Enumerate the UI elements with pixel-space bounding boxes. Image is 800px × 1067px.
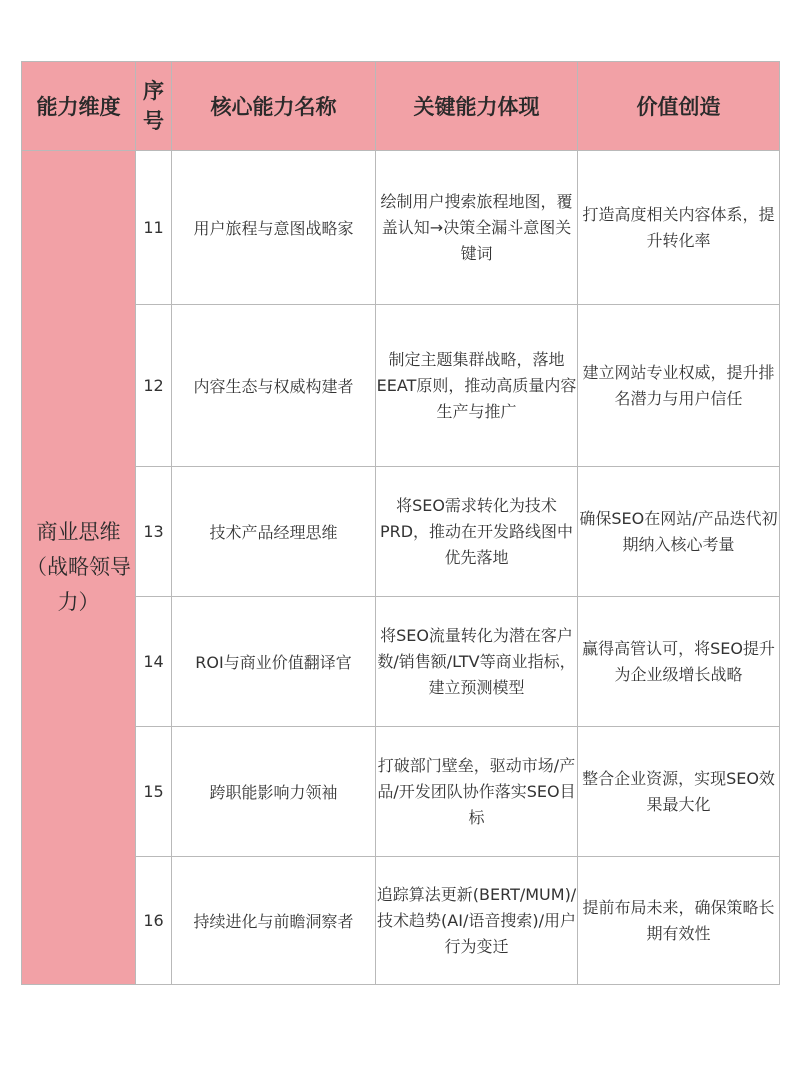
header-seq	[136, 62, 172, 151]
table-row	[22, 727, 780, 857]
header-dimension: 能力维度	[22, 62, 136, 151]
capability-name-cell: 用户旅程与意图战略家	[172, 151, 376, 305]
capability-name-cell: 持续进化与前瞻洞察者	[172, 857, 376, 985]
header-seq-line2: 号	[143, 109, 164, 133]
key-capability-cell: 追踪算法更新(BERT/MUM)/技术趋势(AI/语音搜索)/用户行为变迁	[376, 857, 578, 985]
header-key: 关键能力体现	[376, 62, 578, 151]
key-capability-cell: 制定主题集群战略，落地EEAT原则，推动高质量内容生产与推广	[376, 305, 578, 467]
key-capability-cell: 将SEO流量转化为潜在客户数/销售额/LTV等商业指标，建立预测模型	[376, 597, 578, 727]
value-cell: 打造高度相关内容体系，提升转化率	[578, 151, 780, 305]
capability-name-cell: 跨职能影响力领袖	[172, 727, 376, 857]
seq-cell: 13	[136, 467, 172, 597]
value-cell: 确保SEO在网站/产品迭代初期纳入核心考量	[578, 467, 780, 597]
key-capability-cell: 打破部门壁垒，驱动市场/产品/开发团队协作落实SEO目标	[376, 727, 578, 857]
value-cell: 赢得高管认可，将SEO提升为企业级增长战略	[578, 597, 780, 727]
table-row	[22, 467, 780, 597]
dimension-cell: 商业思维（战略领导力）	[22, 151, 136, 985]
value-cell: 提前布局未来，确保策略长期有效性	[578, 857, 780, 985]
capability-table	[21, 61, 780, 985]
capability-name-cell: 技术产品经理思维	[172, 467, 376, 597]
table-row	[22, 151, 780, 305]
value-cell: 整合企业资源，实现SEO效果最大化	[578, 727, 780, 857]
header-seq-line1: 序	[143, 79, 164, 103]
value-cell: 建立网站专业权威，提升排名潜力与用户信任	[578, 305, 780, 467]
table-row	[22, 305, 780, 467]
seq-cell: 15	[136, 727, 172, 857]
capability-name-cell: 内容生态与权威构建者	[172, 305, 376, 467]
seq-cell: 12	[136, 305, 172, 467]
seq-cell: 14	[136, 597, 172, 727]
capability-name-cell: ROI与商业价值翻译官	[172, 597, 376, 727]
seq-cell: 11	[136, 151, 172, 305]
table-row	[22, 857, 780, 985]
header-value: 价值创造	[578, 62, 780, 151]
key-capability-cell: 绘制用户搜索旅程地图，覆盖认知→决策全漏斗意图关键词	[376, 151, 578, 305]
table-row	[22, 597, 780, 727]
key-capability-cell: 将SEO需求转化为技术PRD，推动在开发路线图中优先落地	[376, 467, 578, 597]
header-row	[22, 62, 780, 151]
seq-cell: 16	[136, 857, 172, 985]
header-name: 核心能力名称	[172, 62, 376, 151]
